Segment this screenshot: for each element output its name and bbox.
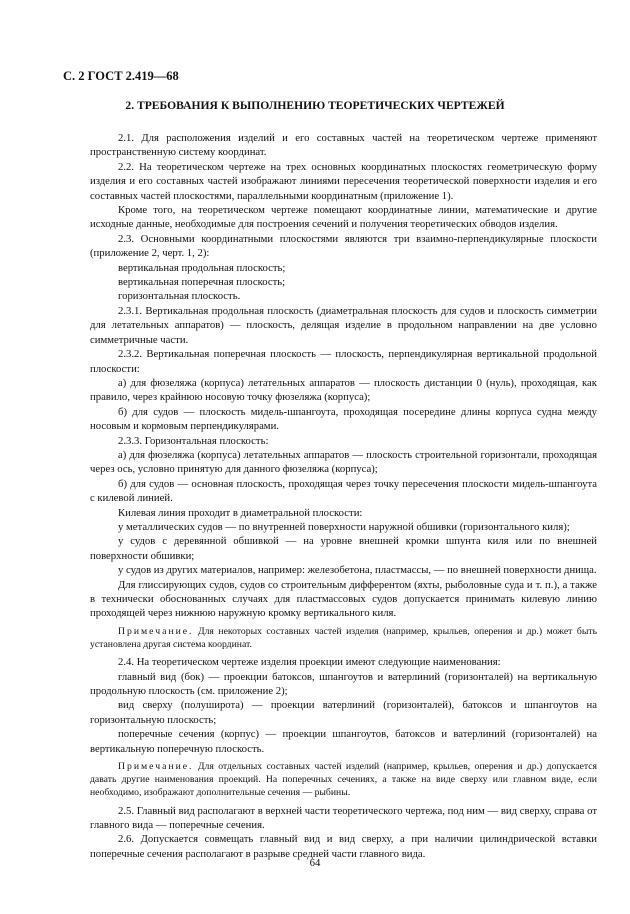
paragraph: 2.1. Для расположения изделий и его составных частей на теоретическом чертеже применяют пространственную систему координат. (90, 132, 597, 159)
section-title: 2. ТРЕБОВАНИЯ К ВЫПОЛНЕНИЮ ТЕОРЕТИЧЕСКИХ ЧЕРТЕЖЕЙ (125, 99, 505, 112)
paragraph: у судов из других материалов, например: железобетона, пластмассы, — по внешней поверхности днища. (118, 564, 597, 577)
paragraph: у металлических судов — по внутренней поверхности наружной обшивки (горизонтального киля); (118, 520, 570, 533)
list-item: вертикальная продольная плоскость; (118, 261, 286, 274)
paragraph: вид сверху (полуширота) — проекции ватерлиний (горизонталей), батоксов и шпангоутов на горизонтальную плоскость; (90, 699, 597, 726)
paragraph: а) для фюзеляжа (корпуса) летательных аппаратов — плоскость дистанции 0 (нуль), проходящая, как правило, через крайнюю носовую точку фюзеляжа (корпуса); (90, 376, 597, 404)
paragraph: 2.3.2. Вертикальная поперечная плоскость — плоскость, перпендикулярная вертикальной продольной плоскости: (90, 348, 597, 375)
list-item: вертикальная поперечная плоскость; (118, 276, 286, 289)
paragraph: 2.3.1. Вертикальная продольная плоскость (диаметральная плоскость для судов и плоскость симметрии для летательных аппаратов) — плоскость, делящая изделие в продольном направлении на две условно симметричные части. (90, 304, 597, 346)
page-header: С. 2 ГОСТ 2.419—68 (63, 69, 179, 83)
paragraph: 2.6. Допускается совмещать главный вид и вид сверху, а при наличии цилиндрической вставки поперечные сечения располагают в разрыве средней части главного вида. (90, 833, 597, 860)
paragraph: 2.3.3. Горизонтальная плоскость: (118, 434, 269, 447)
list-item: горизонтальная плоскость. (118, 290, 241, 303)
page-number: 64 (309, 857, 321, 869)
note (90, 625, 597, 651)
note-text: Для некоторых составных частей изделия (например, крыльев, оперения и др.) может быть установлена другая система координат. (90, 625, 597, 651)
note-text: Для отдельных составных частей изделий (например, крыльев, оперения и др.) допускается давать другие наименования проекций. На поперечных сечениях, а также на виде сверху или главном виде, если необходимо, изображают дополнительные сечения — рыбины. (90, 761, 598, 799)
paragraph: Килевая линия проходит в диаметральной плоскости: (118, 506, 363, 519)
note (90, 760, 597, 800)
paragraph: Кроме того, на теоретическом чертеже помещают координатные линии, математические и другие исходные данные, необходимые для построения сечений и получения теоретических обводов изделия. (90, 204, 597, 231)
note-label: Примечание. (118, 761, 194, 773)
paragraph: Для глиссирующих судов, судов со строительным дифферентом (яхты, рыболовные суда и т. п.), а также в технически обоснованных случаях для пластмассовых судов допускается принимать килевую линию проходящей через нижнюю наружную кромку вертикального киля. (90, 578, 597, 620)
paragraph: б) для судов — основная плоскость, проходящая через точку пересечения плоскости мидель-шпангоута с килевой линией. (90, 477, 597, 505)
paragraph: у судов с деревянной обшивкой — на уровне внешней кромки шпунта киля или по внешней поверхности обшивки; (90, 535, 597, 562)
document-body (90, 131, 597, 861)
paragraph: а) для фюзеляжа (корпуса) летательных аппаратов — плоскость строительной горизонтали, проходящая через ось, условно принятую для данного фюзеляжа (корпуса); (90, 448, 597, 476)
paragraph: 2.4. На теоретическом чертеже изделия проекции имеют следующие наименования: (118, 656, 501, 669)
paragraph: б) для судов — плоскость мидель-шпангоута, проходящая посередине длины корпуса судна между носовым и кормовым перпендикулярами. (90, 405, 597, 433)
paragraph: поперечные сечения (корпус) — проекции шпангоутов, батоксов и ватерлиний (горизонталей) на вертикальную поперечную плоскость. (90, 728, 597, 755)
paragraph: 2.5. Главный вид располагают в верхней части теоретического чертежа, под ним — вид сверху, справа от главного вида — поперечные сечения. (90, 804, 597, 832)
paragraph: главный вид (бок) — проекции батоксов, шпангоутов и ватерлиний (горизонталей) на вертикальную продольную плоскость (см. приложение 2); (90, 670, 597, 698)
note-label: Примечание. (118, 625, 194, 637)
paragraph: 2.3. Основными координатными плоскостями являются три взаимно-перпендикулярные плоскости (приложение 2, черт. 1, 2): (90, 232, 597, 260)
paragraph: 2.2. На теоретическом чертеже на трех основных координатных плоскостях геометрическую форму изделия и его составных частей изображают линиями пересечения теоретической поверхности изделия и его составных частей плоскостями, параллельными координатным (приложение 1). (90, 160, 597, 202)
